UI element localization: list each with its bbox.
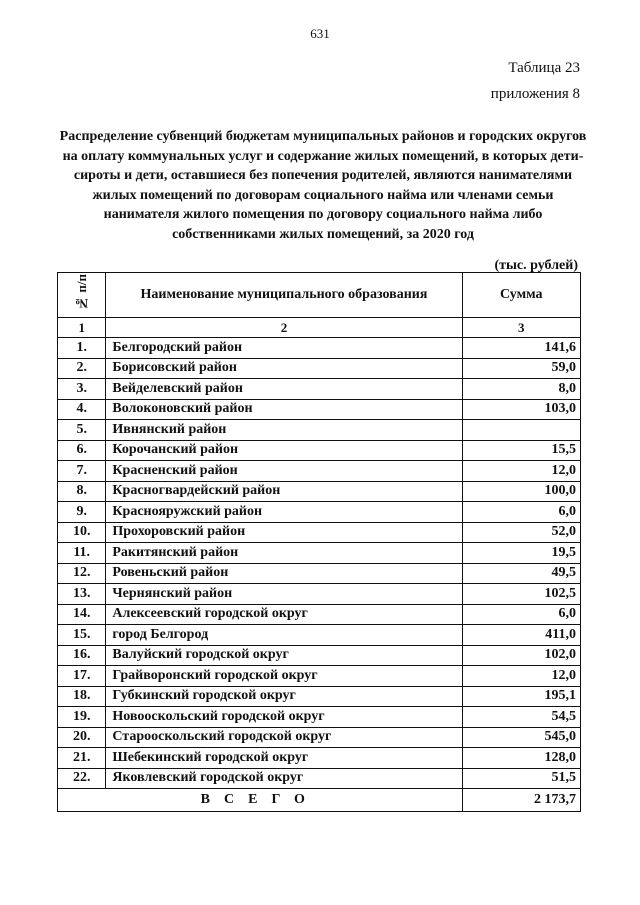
municipality-name: Борисовский район — [106, 358, 462, 379]
municipality-name: Губкинский городской округ — [106, 686, 462, 707]
table-row — [58, 727, 581, 748]
municipality-name: Ивнянский район — [106, 420, 462, 441]
municipality-name: Старооскольский городской округ — [106, 727, 462, 748]
column-index: 2 — [106, 318, 462, 338]
row-sum: 141,6 — [462, 338, 580, 359]
table-row — [58, 481, 581, 502]
table-row — [58, 768, 581, 789]
row-number: 18. — [58, 686, 106, 707]
municipality-name: Грайворонский городской округ — [106, 666, 462, 687]
row-sum: 411,0 — [462, 625, 580, 646]
municipality-name: Ракитянский район — [106, 543, 462, 564]
row-sum: 12,0 — [462, 461, 580, 482]
municipality-name: Ровеньский район — [106, 563, 462, 584]
row-sum: 51,5 — [462, 768, 580, 789]
table-row — [58, 543, 581, 564]
row-sum: 8,0 — [462, 379, 580, 400]
municipality-name: Волоконовский район — [106, 399, 462, 420]
row-sum: 102,0 — [462, 645, 580, 666]
table-row — [58, 420, 581, 441]
row-sum: 12,0 — [462, 666, 580, 687]
column-index: 3 — [462, 318, 580, 338]
table-row — [58, 379, 581, 400]
table-row — [58, 584, 581, 605]
municipality-name: Краснояружский район — [106, 502, 462, 523]
table-row — [58, 440, 581, 461]
total-sum: 2 173,7 — [462, 789, 580, 812]
row-number: 4. — [58, 399, 106, 420]
table-row — [58, 502, 581, 523]
document-title: Распределение субвенций бюджетам муниципальных районов и городских округов на оплату коммунальных услуг и содержание жилых помещений, в которых дети-сироты и дети, оставшиеся без попечения родителей, являются нанимателями жилых помещений по договорам социального найма или членами семьи нанимателя жилого помещения по договору социального найма либо собственниками жилых помещений, за 2020 год — [59, 129, 587, 242]
row-sum: 54,5 — [462, 707, 580, 728]
table-row — [58, 338, 581, 359]
row-sum: 128,0 — [462, 748, 580, 769]
row-sum: 102,5 — [462, 584, 580, 605]
total-row — [58, 789, 581, 812]
total-label: ВСЕГО — [58, 789, 463, 812]
table-row — [58, 707, 581, 728]
municipality-name: Красногвардейский район — [106, 481, 462, 502]
table-row — [58, 686, 581, 707]
row-number: 9. — [58, 502, 106, 523]
row-number: 14. — [58, 604, 106, 625]
row-sum: 195,1 — [462, 686, 580, 707]
municipality-name: Шебекинский городской округ — [106, 748, 462, 769]
row-number: 5. — [58, 420, 106, 441]
table-row — [58, 358, 581, 379]
table-row — [58, 461, 581, 482]
municipality-name: город Белгород — [106, 625, 462, 646]
row-sum: 59,0 — [462, 358, 580, 379]
table-row — [58, 399, 581, 420]
row-number: 8. — [58, 481, 106, 502]
table-row — [58, 748, 581, 769]
municipality-name: Валуйский городской округ — [106, 645, 462, 666]
header-name: Наименование муниципального образования — [106, 273, 462, 318]
row-number: 10. — [58, 522, 106, 543]
row-number: 12. — [58, 563, 106, 584]
row-sum: 19,5 — [462, 543, 580, 564]
units-label: (тыс. рублей) — [494, 258, 578, 273]
row-sum: 15,5 — [462, 440, 580, 461]
municipality-name: Прохоровский район — [106, 522, 462, 543]
municipality-name: Алексеевский городской округ — [106, 604, 462, 625]
table-reference: Таблица 23 — [508, 60, 580, 76]
row-number: 16. — [58, 645, 106, 666]
row-sum: 6,0 — [462, 502, 580, 523]
column-index-row — [58, 318, 581, 338]
header-num-label: № п/п — [73, 274, 89, 311]
municipality-name: Белгородский район — [106, 338, 462, 359]
row-number: 13. — [58, 584, 106, 605]
table-row — [58, 522, 581, 543]
table-row — [58, 666, 581, 687]
municipality-name: Красненский район — [106, 461, 462, 482]
table-row — [58, 625, 581, 646]
row-number: 20. — [58, 727, 106, 748]
row-number: 21. — [58, 748, 106, 769]
table-body — [58, 338, 581, 789]
row-sum: 545,0 — [462, 727, 580, 748]
row-number: 3. — [58, 379, 106, 400]
row-number: 2. — [58, 358, 106, 379]
header-sum: Сумма — [462, 273, 580, 318]
row-number: 6. — [58, 440, 106, 461]
row-sum: 100,0 — [462, 481, 580, 502]
municipality-name: Яковлевский городской округ — [106, 768, 462, 789]
municipality-name: Корочанский район — [106, 440, 462, 461]
table-row — [58, 604, 581, 625]
appendix-reference: приложения 8 — [490, 86, 580, 102]
row-sum — [462, 420, 580, 441]
row-number: 19. — [58, 707, 106, 728]
row-number: 1. — [58, 338, 106, 359]
municipality-name: Новооскольский городской округ — [106, 707, 462, 728]
row-number: 22. — [58, 768, 106, 789]
row-number: 17. — [58, 666, 106, 687]
table-row — [58, 563, 581, 584]
row-sum: 6,0 — [462, 604, 580, 625]
column-index: 1 — [58, 318, 106, 338]
header-num — [58, 273, 106, 318]
row-number: 15. — [58, 625, 106, 646]
row-number: 11. — [58, 543, 106, 564]
row-number: 7. — [58, 461, 106, 482]
municipality-name: Чернянский район — [106, 584, 462, 605]
table-row — [58, 645, 581, 666]
municipality-name: Вейделевский район — [106, 379, 462, 400]
row-sum: 103,0 — [462, 399, 580, 420]
header-row — [58, 273, 581, 318]
row-sum: 49,5 — [462, 563, 580, 584]
page-number: 631 — [310, 26, 330, 41]
subvention-table — [57, 272, 581, 812]
row-sum: 52,0 — [462, 522, 580, 543]
